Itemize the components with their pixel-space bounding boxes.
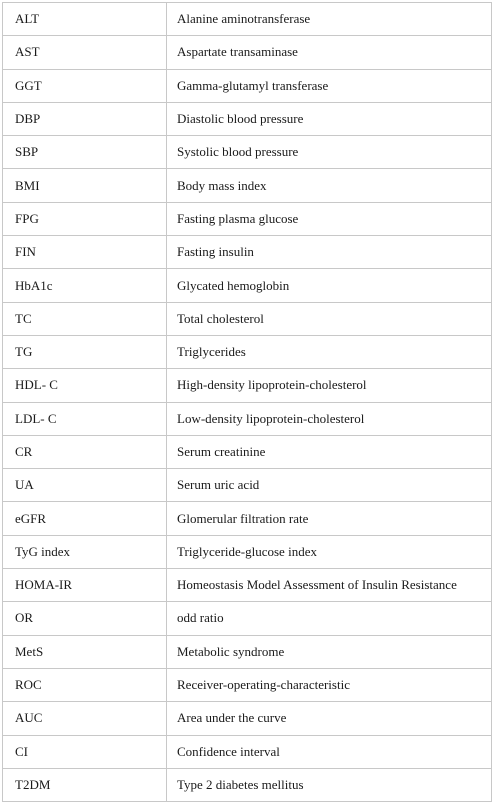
abbreviations-table <box>2 2 492 802</box>
abbreviation-cell: eGFR <box>3 502 167 535</box>
abbreviation-cell: HbA1c <box>3 269 167 302</box>
definition-cell: Glomerular filtration rate <box>167 502 492 535</box>
abbreviation-cell: UA <box>3 469 167 502</box>
table-row <box>3 369 492 402</box>
definition-cell: Systolic blood pressure <box>167 136 492 169</box>
abbreviation-cell: HOMA-IR <box>3 569 167 602</box>
table-row <box>3 435 492 468</box>
table-row <box>3 269 492 302</box>
abbreviation-cell: CR <box>3 435 167 468</box>
abbreviation-cell: AST <box>3 36 167 69</box>
definition-cell: Confidence interval <box>167 735 492 768</box>
abbreviation-cell: HDL- C <box>3 369 167 402</box>
abbreviation-cell: ROC <box>3 668 167 701</box>
table-row <box>3 169 492 202</box>
definition-cell: Homeostasis Model Assessment of Insulin Resistance <box>167 569 492 602</box>
definition-cell: Fasting plasma glucose <box>167 202 492 235</box>
table-row <box>3 469 492 502</box>
table-row <box>3 202 492 235</box>
table-row <box>3 69 492 102</box>
abbreviation-cell: SBP <box>3 136 167 169</box>
definition-cell: Area under the curve <box>167 702 492 735</box>
abbreviation-cell: TC <box>3 302 167 335</box>
abbreviation-cell: GGT <box>3 69 167 102</box>
table-row <box>3 136 492 169</box>
definition-cell: Fasting insulin <box>167 236 492 269</box>
abbreviation-cell: BMI <box>3 169 167 202</box>
table-row <box>3 735 492 768</box>
abbreviation-cell: CI <box>3 735 167 768</box>
abbreviation-cell: LDL- C <box>3 402 167 435</box>
definition-cell: Aspartate transaminase <box>167 36 492 69</box>
definition-cell: Total cholesterol <box>167 302 492 335</box>
table-row <box>3 502 492 535</box>
definition-cell: Alanine aminotransferase <box>167 3 492 36</box>
abbreviation-cell: AUC <box>3 702 167 735</box>
table-row <box>3 236 492 269</box>
definition-cell: Triglycerides <box>167 335 492 368</box>
definition-cell: Diastolic blood pressure <box>167 102 492 135</box>
abbreviation-cell: OR <box>3 602 167 635</box>
definition-cell: Type 2 diabetes mellitus <box>167 768 492 801</box>
abbreviation-cell: TyG index <box>3 535 167 568</box>
table-row <box>3 102 492 135</box>
abbreviation-cell: DBP <box>3 102 167 135</box>
table-row <box>3 635 492 668</box>
table-row <box>3 569 492 602</box>
abbreviation-cell: TG <box>3 335 167 368</box>
definition-cell: Glycated hemoglobin <box>167 269 492 302</box>
definition-cell: Receiver-operating-characteristic <box>167 668 492 701</box>
table-row <box>3 3 492 36</box>
abbreviation-cell: FIN <box>3 236 167 269</box>
table-row <box>3 302 492 335</box>
definition-cell: High-density lipoprotein-cholesterol <box>167 369 492 402</box>
abbreviation-cell: ALT <box>3 3 167 36</box>
definition-cell: Serum creatinine <box>167 435 492 468</box>
table-row <box>3 768 492 801</box>
definition-cell: Body mass index <box>167 169 492 202</box>
abbreviation-cell: FPG <box>3 202 167 235</box>
definition-cell: Low-density lipoprotein-cholesterol <box>167 402 492 435</box>
table-row <box>3 602 492 635</box>
definition-cell: Metabolic syndrome <box>167 635 492 668</box>
table-row <box>3 402 492 435</box>
table-row <box>3 335 492 368</box>
definition-cell: odd ratio <box>167 602 492 635</box>
definition-cell: Triglyceride-glucose index <box>167 535 492 568</box>
definition-cell: Serum uric acid <box>167 469 492 502</box>
table-row <box>3 668 492 701</box>
table-row <box>3 535 492 568</box>
table-row <box>3 36 492 69</box>
table-body <box>3 3 492 802</box>
abbreviation-cell: T2DM <box>3 768 167 801</box>
table-row <box>3 702 492 735</box>
definition-cell: Gamma-glutamyl transferase <box>167 69 492 102</box>
abbreviation-cell: MetS <box>3 635 167 668</box>
